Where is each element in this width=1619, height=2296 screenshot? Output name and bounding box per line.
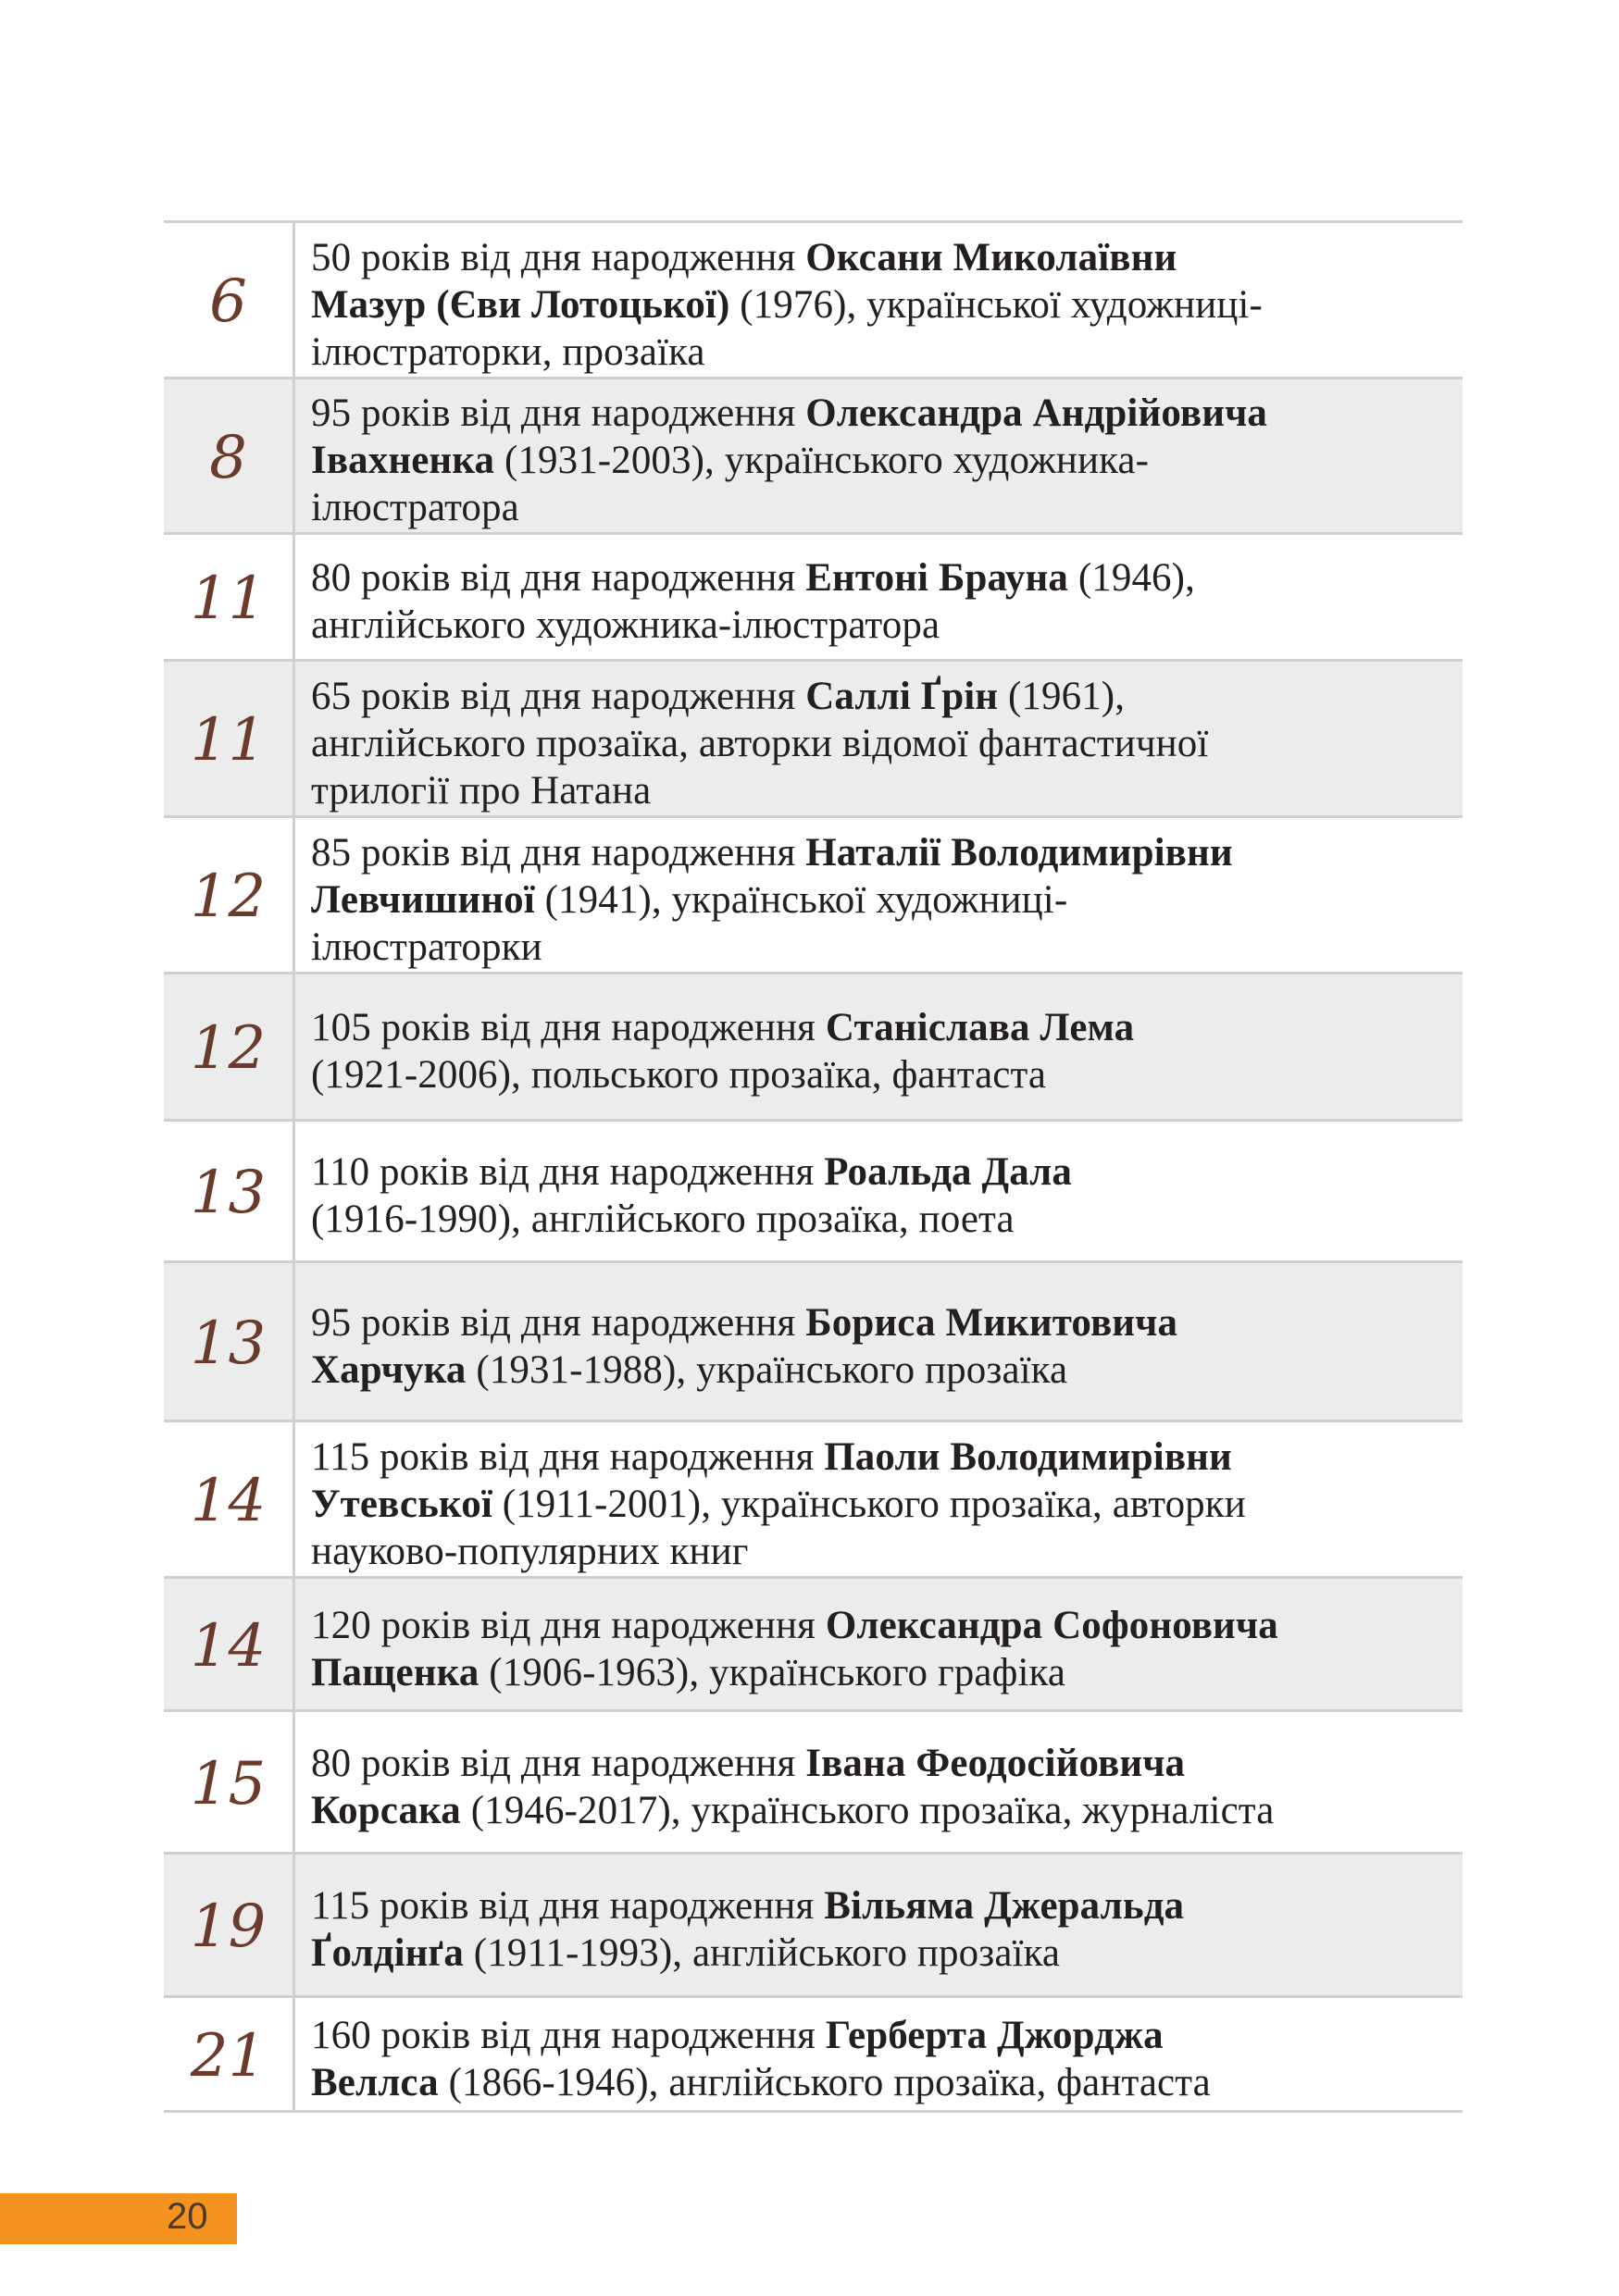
description-text: (1921-2006), польського прозаїка, фантаста [311,1053,1047,1097]
anniversary-description [295,1998,1463,2110]
description-line [311,281,1453,329]
calendar-row [164,662,1463,818]
person-name: Мазур (Єви Лотоцької) [311,282,730,327]
person-name: Наталії Володимирівни [805,830,1233,875]
calendar-row [164,1422,1463,1579]
day-number: 11 [164,535,295,659]
day-number: 14 [164,1422,295,1576]
description-line [311,1148,1453,1196]
calendar-row [164,379,1463,535]
anniversary-description [295,1422,1463,1576]
calendar-row [164,535,1463,662]
anniversary-description [295,974,1463,1119]
description-text: 80 років від дня народження [311,556,806,600]
person-name: Веллса [311,2060,439,2104]
description-line [311,1649,1453,1696]
description-text: ілюстратора [311,486,519,529]
description-text: (1941), української художниці- [534,877,1068,922]
description-line [311,1051,1453,1098]
description-line [311,554,1453,602]
description-line [311,2059,1453,2106]
description-line [311,1787,1453,1834]
calendar-row [164,1263,1463,1422]
calendar-row [164,818,1463,974]
anniversary-description [295,1855,1463,1995]
person-name: Герберта Джорджа [825,2013,1164,2057]
description-line [311,876,1453,924]
description-text: ілюстраторки, прозаїка [311,329,705,374]
description-text: (1946-2017), українського прозаїка, журналіста [460,1788,1275,1832]
person-name: Роальда Дала [824,1150,1072,1194]
description-line [311,1930,1453,1977]
description-line [311,829,1453,876]
page-number: 20 [167,2196,208,2237]
description-text: 115 років від дня народження [311,1434,825,1479]
anniversary-description [295,1579,1463,1709]
description-line [311,1347,1453,1394]
day-number: 12 [164,974,295,1119]
person-name: Івахненка [311,439,495,482]
person-name: Станіслава Лема [825,1006,1135,1049]
description-text: 80 років від дня народження [311,1741,806,1785]
description-text: 95 років від дня народження [311,1300,806,1345]
description-text: 85 років від дня народження [311,830,806,875]
person-name: Івана Феодосійовича [805,1741,1186,1785]
day-number: 19 [164,1855,295,1995]
description-text: (1931-2003), українського художника- [494,439,1150,482]
day-number: 6 [164,223,295,377]
description-text: (1976), української художниці- [729,282,1263,327]
description-text: трилогії про Натана [311,768,652,813]
description-line [311,329,1453,376]
description-line [311,767,1453,814]
description-text: науково-популярних книг [311,1529,749,1573]
description-line [311,1602,1453,1649]
anniversary-description [295,1712,1463,1852]
description-text: (1946), [1067,556,1195,600]
description-line [311,1196,1453,1243]
description-text: 160 років від дня народження [311,2013,826,2057]
description-line [311,437,1453,484]
description-line [311,924,1453,971]
description-text: 50 років від дня народження [311,235,806,279]
anniversary-calendar-table [164,220,1463,2113]
anniversary-description [295,379,1463,532]
description-text: (1911-2001), українського прозаїка, авторки [492,1482,1246,1526]
description-text: (1931-1988), українського прозаїка [466,1347,1068,1392]
day-number: 12 [164,818,295,972]
anniversary-description [295,1263,1463,1420]
anniversary-description [295,223,1463,377]
description-text: 95 років від дня народження [311,391,806,435]
person-name: Ґолдінґа [311,1931,464,1975]
description-line [311,1740,1453,1787]
description-text: 65 років від дня народження [311,674,806,718]
description-line [311,602,1453,649]
description-text: 110 років від дня народження [311,1150,825,1194]
calendar-row [164,974,1463,1122]
person-name: Бориса Микитовича [805,1300,1178,1345]
anniversary-description [295,818,1463,972]
person-name: Харчука [311,1347,467,1392]
description-text: англійського прозаїка, авторки відомої фантастичної [311,721,1209,765]
description-line [311,1481,1453,1528]
description-text: (1916-1990), англійського прозаїка, поета [311,1198,1015,1241]
calendar-row [164,1579,1463,1712]
description-text: ілюстраторки [311,925,542,969]
anniversary-description [295,662,1463,815]
person-name: Левчишиної [311,877,535,922]
description-text: 115 років від дня народження [311,1884,825,1928]
person-name: Паоли Володимирівни [824,1434,1232,1479]
calendar-row [164,1855,1463,1998]
description-text: 120 років від дня народження [311,1603,826,1647]
day-number: 11 [164,662,295,815]
person-name: Утевської [311,1482,492,1526]
description-line [311,484,1453,531]
person-name: Олександра Андрійовича [805,391,1268,435]
person-name: Олександра Софоновича [825,1603,1278,1647]
description-text: (1911-1993), англійського прозаїка [463,1931,1061,1975]
calendar-row [164,1712,1463,1855]
person-name: Саллі Ґрін [805,674,999,718]
description-text: (1961), [998,674,1126,718]
description-text: 105 років від дня народження [311,1006,826,1049]
description-line [311,234,1453,281]
person-name: Вільяма Джеральда [824,1884,1185,1928]
day-number: 8 [164,379,295,532]
person-name: Корсака [311,1788,461,1832]
day-number: 15 [164,1712,295,1852]
person-name: Пащенка [311,1650,479,1694]
day-number: 13 [164,1263,295,1420]
person-name: Ентоні Брауна [805,556,1068,600]
description-text: (1866-1946), англійського прозаїка, фантаста [438,2060,1211,2104]
description-line [311,1433,1453,1481]
calendar-row [164,223,1463,379]
description-line [311,1299,1453,1347]
description-line [311,673,1453,720]
day-number: 14 [164,1579,295,1709]
description-line [311,1882,1453,1930]
day-number: 13 [164,1122,295,1260]
calendar-row [164,1998,1463,2113]
anniversary-description [295,1122,1463,1260]
description-text: (1906-1963), українського графіка [479,1650,1066,1694]
day-number: 21 [164,1998,295,2110]
description-line [311,1004,1453,1051]
description-line [311,720,1453,767]
anniversary-description [295,535,1463,659]
calendar-row [164,1122,1463,1263]
person-name: Оксани Миколаївни [805,235,1177,279]
description-line [311,1528,1453,1575]
description-line [311,390,1453,437]
description-text: англійського художника-ілюстратора [311,603,940,647]
description-line [311,2012,1453,2059]
